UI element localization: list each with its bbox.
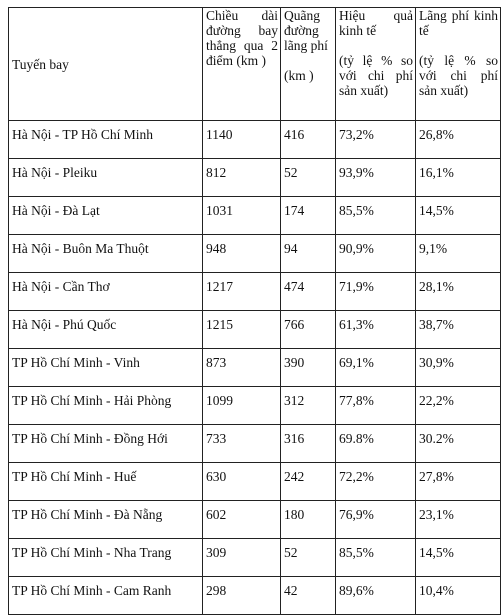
table-row [9, 539, 501, 577]
table-row [9, 273, 501, 311]
header-efficiency [336, 8, 416, 121]
cell-efficiency: 85,5% [336, 197, 416, 235]
cell-wasted: 316 [281, 425, 336, 463]
cell-wasted: 390 [281, 349, 336, 387]
cell-waste: 14,5% [416, 197, 501, 235]
cell-wasted: 42 [281, 577, 336, 615]
header-distance [203, 8, 281, 121]
cell-wasted: 94 [281, 235, 336, 273]
cell-distance: 1217 [203, 273, 281, 311]
header-efficiency-label: Hiệu quả kinh tế [339, 8, 413, 38]
header-efficiency-note: (tỷ lệ % so với chi phí sản xuất) [339, 53, 413, 98]
cell-route: Hà Nội - Pleiku [9, 159, 203, 197]
cell-route: TP Hồ Chí Minh - Vinh [9, 349, 203, 387]
cell-efficiency: 69,1% [336, 349, 416, 387]
cell-efficiency: 90,9% [336, 235, 416, 273]
cell-route: Hà Nội - TP Hồ Chí Minh [9, 121, 203, 159]
table-row [9, 349, 501, 387]
cell-efficiency: 73,2% [336, 121, 416, 159]
cell-efficiency: 72,2% [336, 463, 416, 501]
header-wasted-distance [281, 8, 336, 121]
cell-waste: 22,2% [416, 387, 501, 425]
cell-waste: 9,1% [416, 235, 501, 273]
cell-route: Hà Nội - Cần Thơ [9, 273, 203, 311]
cell-wasted: 312 [281, 387, 336, 425]
cell-distance: 602 [203, 501, 281, 539]
cell-distance: 812 [203, 159, 281, 197]
cell-efficiency: 76,9% [336, 501, 416, 539]
cell-efficiency: 93,9% [336, 159, 416, 197]
header-wasted-distance-unit: (km ) [284, 68, 314, 83]
header-waste-note: (tỷ lệ % so với chi phí sản xuất) [419, 53, 498, 98]
cell-waste: 30.2% [416, 425, 501, 463]
header-row [9, 8, 501, 121]
cell-waste: 38,7% [416, 311, 501, 349]
header-waste [416, 8, 501, 121]
cell-waste: 16,1% [416, 159, 501, 197]
table-row [9, 311, 501, 349]
cell-distance: 733 [203, 425, 281, 463]
cell-efficiency: 71,9% [336, 273, 416, 311]
cell-route: Hà Nội - Phú Quốc [9, 311, 203, 349]
header-waste-label: Lãng phí kinh tế [419, 8, 498, 38]
cell-route: TP Hồ Chí Minh - Đà Nẵng [9, 501, 203, 539]
cell-waste: 23,1% [416, 501, 501, 539]
cell-distance: 873 [203, 349, 281, 387]
cell-route: TP Hồ Chí Minh - Nha Trang [9, 539, 203, 577]
cell-wasted: 52 [281, 159, 336, 197]
cell-waste: 27,8% [416, 463, 501, 501]
cell-route: TP Hồ Chí Minh - Đồng Hới [9, 425, 203, 463]
cell-wasted: 766 [281, 311, 336, 349]
table-row [9, 159, 501, 197]
cell-wasted: 52 [281, 539, 336, 577]
table-row [9, 197, 501, 235]
flight-routes-table [8, 7, 501, 615]
cell-efficiency: 61,3% [336, 311, 416, 349]
cell-waste: 10,4% [416, 577, 501, 615]
table-row [9, 425, 501, 463]
table-row [9, 121, 501, 159]
cell-waste: 26,8% [416, 121, 501, 159]
table-body [9, 121, 501, 615]
cell-distance: 298 [203, 577, 281, 615]
cell-wasted: 474 [281, 273, 336, 311]
cell-distance: 1031 [203, 197, 281, 235]
cell-wasted: 416 [281, 121, 336, 159]
cell-route: Hà Nội - Đà Lạt [9, 197, 203, 235]
cell-waste: 14,5% [416, 539, 501, 577]
cell-waste: 28,1% [416, 273, 501, 311]
cell-distance: 1099 [203, 387, 281, 425]
cell-efficiency: 77,8% [336, 387, 416, 425]
table-header [9, 8, 501, 121]
cell-waste: 30,9% [416, 349, 501, 387]
cell-wasted: 180 [281, 501, 336, 539]
header-distance-label: Chiều dài đường bay thẳng qua 2 điểm (km ) [206, 8, 278, 68]
cell-route: TP Hồ Chí Minh - Hải Phòng [9, 387, 203, 425]
cell-route: Hà Nội - Buôn Ma Thuột [9, 235, 203, 273]
header-route [9, 8, 203, 121]
header-wasted-distance-label: Quãng đường lãng phí [284, 8, 328, 53]
cell-wasted: 242 [281, 463, 336, 501]
cell-distance: 1215 [203, 311, 281, 349]
cell-wasted: 174 [281, 197, 336, 235]
cell-distance: 630 [203, 463, 281, 501]
cell-distance: 1140 [203, 121, 281, 159]
cell-distance: 309 [203, 539, 281, 577]
cell-route: TP Hồ Chí Minh - Cam Ranh [9, 577, 203, 615]
table-row [9, 501, 501, 539]
header-route-label: Tuyến bay [12, 56, 69, 72]
table-row [9, 387, 501, 425]
cell-efficiency: 89,6% [336, 577, 416, 615]
table-row [9, 577, 501, 615]
cell-efficiency: 85,5% [336, 539, 416, 577]
table-row [9, 235, 501, 273]
cell-route: TP Hồ Chí Minh - Huế [9, 463, 203, 501]
cell-efficiency: 69.8% [336, 425, 416, 463]
table-row [9, 463, 501, 501]
cell-distance: 948 [203, 235, 281, 273]
